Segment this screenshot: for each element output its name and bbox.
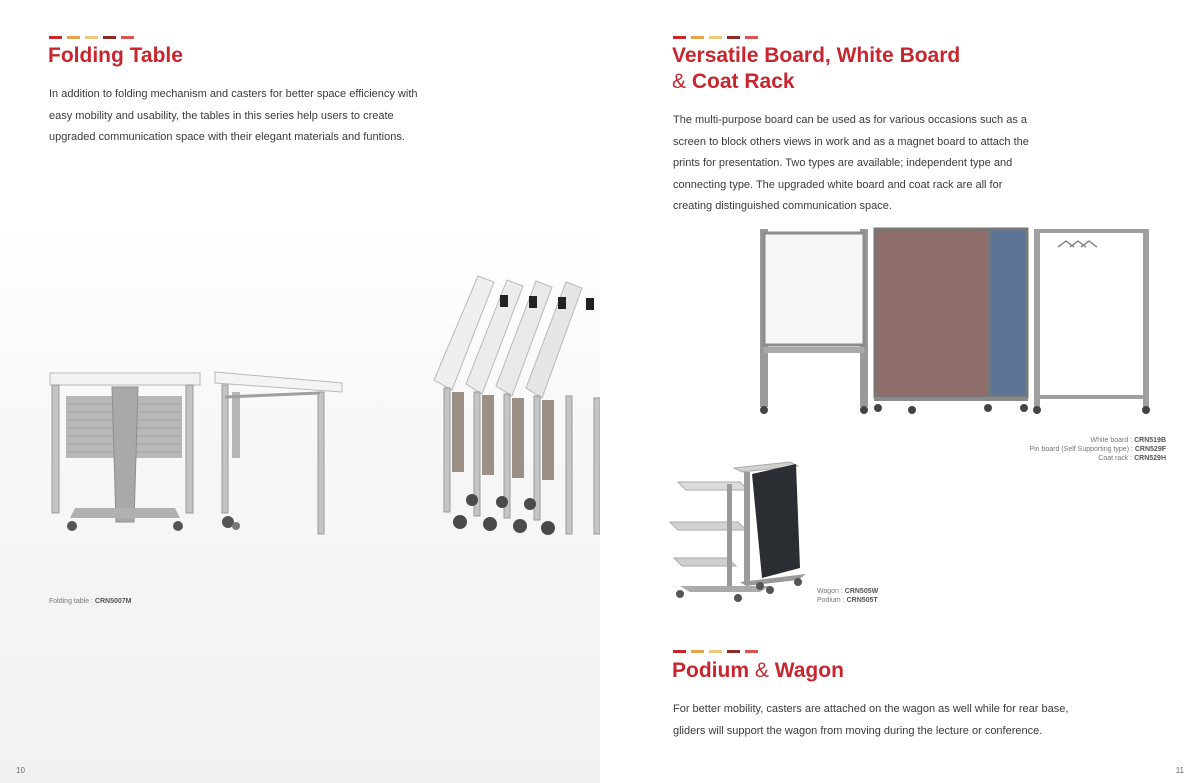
boards-description: The multi-purpose board can be used as for various occasions such as a screen to block others views in work and as a magnet board to attach the prints for presentation. Two types are available; independent type and connecting type. The upgraded white board and coat rack are all for creating distinguished communication space. [673, 114, 1029, 212]
podium-wagon-title-part1: Podium [672, 659, 749, 682]
right-page [600, 0, 1200, 783]
folding-table-side [215, 372, 342, 534]
wagon-captions [817, 587, 878, 605]
folding-table-caption: Folding table : CRN5007M [49, 598, 132, 605]
folding-table-title: Folding Table [48, 44, 183, 67]
boards-title-line1: Versatile Board, White Board [672, 44, 961, 67]
podium-wagon-title [672, 658, 844, 684]
section2-accent-dashes [673, 650, 758, 653]
podium-wagon-title-part2: Wagon [774, 659, 844, 682]
caption-wagon: Wagon : CRN505W [817, 588, 879, 595]
boards-title-amp: & [672, 70, 692, 93]
page-number-right: 11 [1175, 766, 1184, 775]
board-captions [1029, 436, 1166, 463]
page-number-left: 10 [16, 766, 25, 775]
caption-pin-board: Pin board (Self Supporting type) : CRN529F [1029, 446, 1166, 453]
podium-wagon-description: For better mobility, casters are attached on the wagon as well while for rear base, gliders will support the wagon from moving during the lecture or conference. [673, 703, 1069, 737]
coat-rack [1033, 229, 1150, 414]
white-board [760, 229, 868, 414]
podium-wagon-title-amp: & [749, 659, 775, 682]
folding-tables-nested [434, 276, 600, 535]
podium [734, 462, 806, 590]
caption-white-board: White board : CRN519B [1090, 437, 1166, 444]
caption-coat-rack: Coat rack : CRN529H [1098, 455, 1166, 462]
boards-title-line2: Coat Rack [691, 70, 795, 93]
folding-table-front [50, 373, 200, 531]
folding-table-description: In addition to folding mechanism and casters for better space efficiency with easy mobility and usability, the tables in this series help users to create upgraded communication space with their elegant materials and funtions. [49, 88, 418, 143]
caption-podium: Podium : CRN505T [817, 597, 878, 604]
pin-board [874, 229, 1028, 414]
